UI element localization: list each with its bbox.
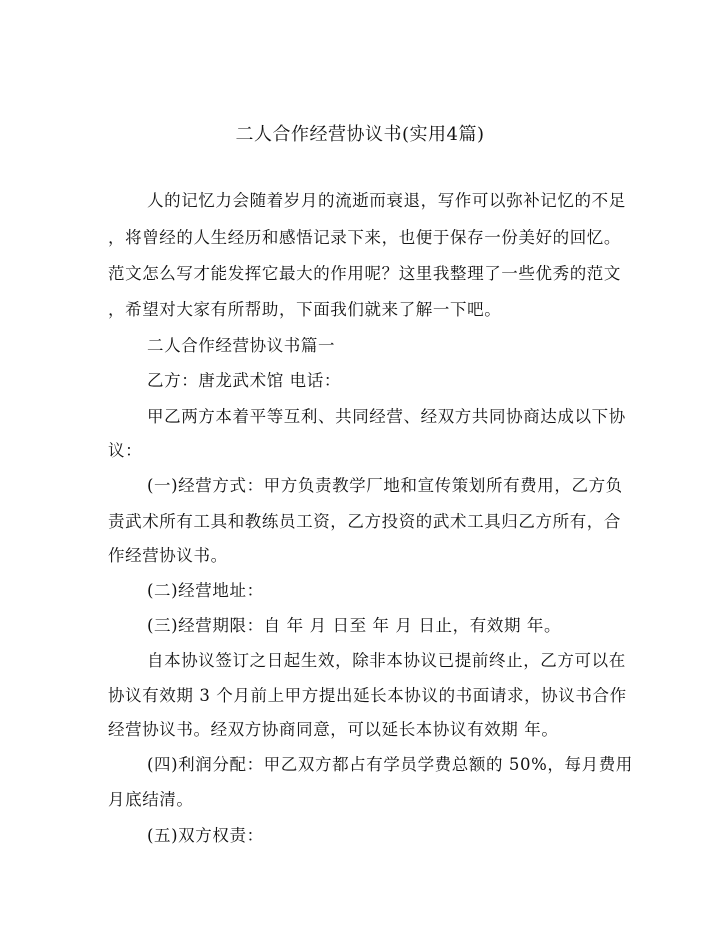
- paragraph-line: 人的记忆力会随着岁月的流逝而衰退，写作可以弥补记忆的不足: [147, 191, 626, 210]
- paragraph-line: 乙方：唐龙武术馆 电话：: [147, 371, 341, 390]
- paragraph-line: 自本协议签订之日起生效，除非本协议已提前终止，乙方可以在: [147, 651, 626, 670]
- paragraph-line: 范文怎么写才能发挥它最大的作用呢？这里我整理了一些优秀的范文: [108, 264, 621, 283]
- paragraph-line: ，将曾经的人生经历和感悟记录下来，也便于保存一份美好的回忆。: [108, 228, 621, 247]
- paragraph-line: (二)经营地址：: [147, 581, 264, 600]
- document-title: 二人合作经营协议书(实用4篇): [235, 124, 485, 145]
- paragraph-line: 月底结清。: [108, 790, 194, 809]
- paragraph-line: 作经营协议书。: [108, 546, 228, 565]
- paragraph-line: (三)经营期限：自 年 月 日至 年 月 日止，有效期 年。: [147, 616, 562, 635]
- paragraph-line: 经营协议书。经双方协商同意，可以延长本协议有效期 年。: [108, 720, 559, 739]
- paragraph-line: (五)双方权责：: [147, 826, 264, 845]
- paragraph-line: 协议有效期 3 个月前上甲方提出延长本协议的书面请求，协议书合作: [108, 686, 627, 705]
- section-heading: 二人合作经营协议书篇一: [147, 336, 336, 355]
- paragraph-line: 责武术所有工具和教练员工资，乙方投资的武术工具归乙方所有，合: [108, 512, 621, 531]
- paragraph-line: 甲乙两方本着平等互利、共同经营、经双方共同协商达成以下协: [147, 407, 626, 426]
- paragraph-line: ，希望对大家有所帮助，下面我们就来了解一下吧。: [108, 300, 502, 319]
- paragraph-line: (一)经营方式：甲方负责教学厂地和宣传策划所有费用，乙方负: [147, 476, 623, 495]
- paragraph-line: 议：: [108, 441, 143, 460]
- paragraph-line: (四)利润分配：甲乙双方都占有学员学费总额的 50%，每月费用: [147, 755, 633, 774]
